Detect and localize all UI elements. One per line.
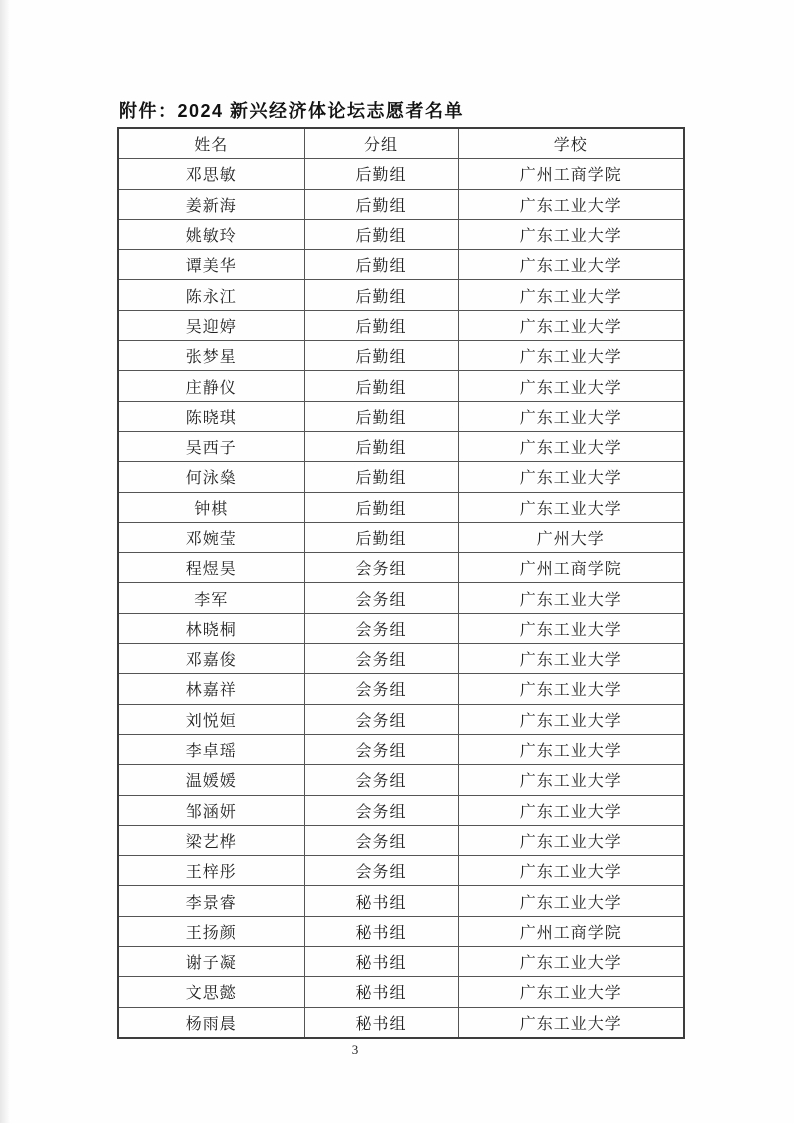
cell-group: 后勤组 [304, 219, 458, 249]
table-header-row [118, 128, 684, 159]
cell-name: 李军 [118, 583, 304, 613]
cell-group: 会务组 [304, 674, 458, 704]
cell-name: 邓思敏 [118, 159, 304, 189]
table-row [118, 462, 684, 492]
cell-school: 广东工业大学 [458, 341, 684, 371]
cell-school: 广东工业大学 [458, 795, 684, 825]
cell-group: 后勤组 [304, 431, 458, 461]
cell-school: 广州工商学院 [458, 553, 684, 583]
table-row [118, 159, 684, 189]
table-row [118, 734, 684, 764]
cell-school: 广东工业大学 [458, 947, 684, 977]
table-row [118, 704, 684, 734]
cell-school: 广东工业大学 [458, 977, 684, 1007]
column-header-school: 学校 [458, 128, 684, 159]
cell-name: 姜新海 [118, 189, 304, 219]
table-row [118, 916, 684, 946]
attachment-title: 附件：2024 新兴经济体论坛志愿者名单 [119, 101, 465, 121]
cell-name: 杨雨晨 [118, 1007, 304, 1038]
table-row [118, 431, 684, 461]
cell-school: 广东工业大学 [458, 371, 684, 401]
cell-school: 广东工业大学 [458, 825, 684, 855]
cell-name: 邓嘉俊 [118, 644, 304, 674]
cell-group: 会务组 [304, 825, 458, 855]
cell-school: 广东工业大学 [458, 856, 684, 886]
table-row [118, 674, 684, 704]
cell-school: 广东工业大学 [458, 765, 684, 795]
cell-name: 吴西子 [118, 431, 304, 461]
cell-group: 会务组 [304, 644, 458, 674]
cell-group: 秘书组 [304, 947, 458, 977]
cell-name: 陈永江 [118, 280, 304, 310]
cell-group: 秘书组 [304, 886, 458, 916]
cell-group: 后勤组 [304, 310, 458, 340]
cell-group: 后勤组 [304, 401, 458, 431]
cell-school: 广东工业大学 [458, 734, 684, 764]
cell-school: 广东工业大学 [458, 401, 684, 431]
cell-group: 会务组 [304, 734, 458, 764]
cell-name: 陈晓琪 [118, 401, 304, 431]
cell-school: 广东工业大学 [458, 431, 684, 461]
cell-school: 广东工业大学 [458, 583, 684, 613]
cell-school: 广东工业大学 [458, 644, 684, 674]
cell-group: 会务组 [304, 704, 458, 734]
cell-group: 后勤组 [304, 462, 458, 492]
cell-group: 会务组 [304, 765, 458, 795]
volunteer-table [117, 127, 685, 1039]
cell-group: 会务组 [304, 856, 458, 886]
table-row [118, 310, 684, 340]
cell-name: 刘悦姮 [118, 704, 304, 734]
cell-group: 会务组 [304, 795, 458, 825]
table-row [118, 522, 684, 552]
cell-name: 王梓彤 [118, 856, 304, 886]
page-number: 3 [351, 1042, 359, 1057]
table-row [118, 492, 684, 522]
cell-group: 后勤组 [304, 250, 458, 280]
table-row [118, 1007, 684, 1038]
cell-school: 广州工商学院 [458, 159, 684, 189]
cell-group: 秘书组 [304, 1007, 458, 1038]
column-header-name: 姓名 [118, 128, 304, 159]
cell-group: 后勤组 [304, 280, 458, 310]
cell-group: 秘书组 [304, 977, 458, 1007]
cell-name: 文思懿 [118, 977, 304, 1007]
cell-group: 后勤组 [304, 492, 458, 522]
cell-school: 广州工商学院 [458, 916, 684, 946]
cell-name: 林晓桐 [118, 613, 304, 643]
cell-school: 广东工业大学 [458, 613, 684, 643]
cell-group: 会务组 [304, 553, 458, 583]
cell-name: 温媛媛 [118, 765, 304, 795]
table-row [118, 613, 684, 643]
cell-school: 广州大学 [458, 522, 684, 552]
table-row [118, 977, 684, 1007]
cell-name: 谭美华 [118, 250, 304, 280]
table-row [118, 765, 684, 795]
cell-school: 广东工业大学 [458, 462, 684, 492]
cell-group: 会务组 [304, 583, 458, 613]
table-row [118, 947, 684, 977]
cell-name: 邓婉莹 [118, 522, 304, 552]
cell-school: 广东工业大学 [458, 492, 684, 522]
cell-school: 广东工业大学 [458, 310, 684, 340]
table-row [118, 250, 684, 280]
cell-school: 广东工业大学 [458, 189, 684, 219]
cell-name: 李卓瑶 [118, 734, 304, 764]
cell-name: 何泳燊 [118, 462, 304, 492]
cell-group: 后勤组 [304, 522, 458, 552]
table-row [118, 856, 684, 886]
cell-school: 广东工业大学 [458, 280, 684, 310]
cell-group: 秘书组 [304, 916, 458, 946]
cell-school: 广东工业大学 [458, 219, 684, 249]
cell-name: 林嘉祥 [118, 674, 304, 704]
cell-name: 张梦星 [118, 341, 304, 371]
table-row [118, 401, 684, 431]
cell-name: 李景睿 [118, 886, 304, 916]
table-row [118, 644, 684, 674]
cell-school: 广东工业大学 [458, 1007, 684, 1038]
table-row [118, 825, 684, 855]
cell-name: 钟棋 [118, 492, 304, 522]
table-row [118, 341, 684, 371]
cell-name: 吴迎婷 [118, 310, 304, 340]
table-row [118, 280, 684, 310]
table-row [118, 886, 684, 916]
table-row [118, 219, 684, 249]
cell-school: 广东工业大学 [458, 886, 684, 916]
cell-group: 后勤组 [304, 159, 458, 189]
column-header-group: 分组 [304, 128, 458, 159]
cell-name: 姚敏玲 [118, 219, 304, 249]
table-row [118, 795, 684, 825]
cell-group: 会务组 [304, 613, 458, 643]
cell-group: 后勤组 [304, 189, 458, 219]
cell-school: 广东工业大学 [458, 704, 684, 734]
cell-name: 梁艺桦 [118, 825, 304, 855]
table-row [118, 553, 684, 583]
scan-edge-artifact [0, 0, 10, 1123]
cell-school: 广东工业大学 [458, 674, 684, 704]
cell-group: 后勤组 [304, 341, 458, 371]
cell-name: 庄静仪 [118, 371, 304, 401]
cell-name: 谢子凝 [118, 947, 304, 977]
table-row [118, 189, 684, 219]
cell-school: 广东工业大学 [458, 250, 684, 280]
cell-name: 王扬颜 [118, 916, 304, 946]
table-row [118, 583, 684, 613]
cell-name: 邹涵妍 [118, 795, 304, 825]
cell-name: 程煜昊 [118, 553, 304, 583]
cell-group: 后勤组 [304, 371, 458, 401]
table-row [118, 371, 684, 401]
